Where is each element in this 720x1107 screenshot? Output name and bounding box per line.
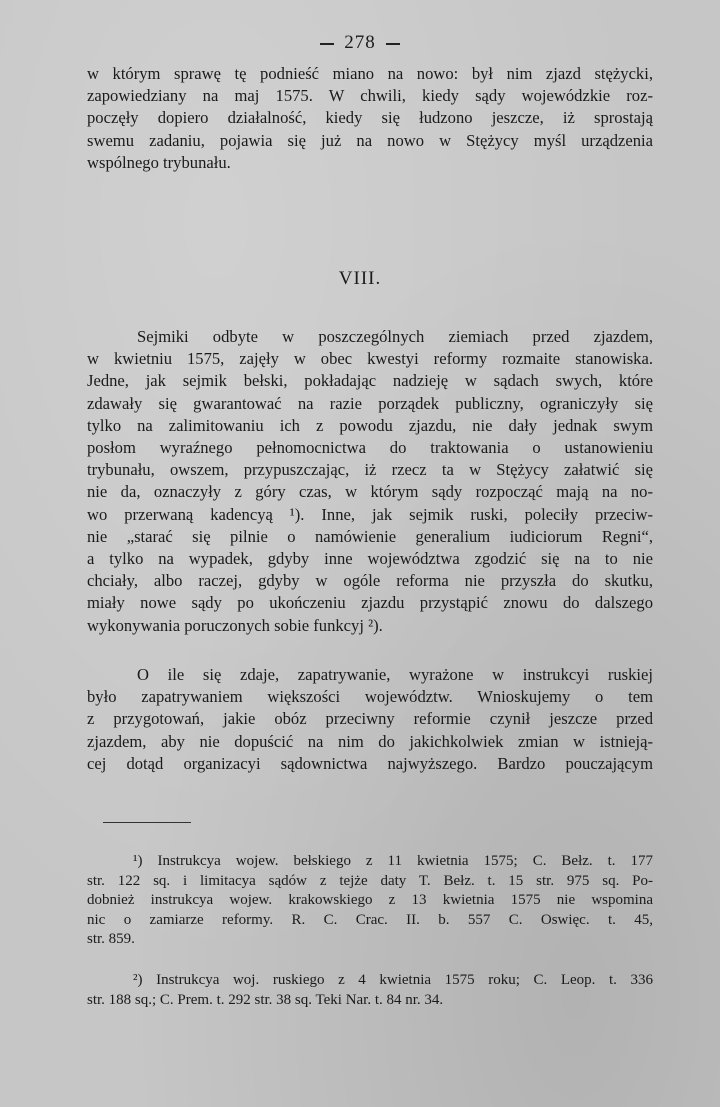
- text-line: tylko na zalimitowaniu ich z powodu zjazdu, nie dały jednak swym: [87, 415, 653, 435]
- text-line: nie da, oznaczyły z góry czas, w którym sądy rozpocząć mają na no-: [87, 482, 653, 502]
- text-line: nie „starać się pilnie o namówienie generalium iudiciorum Regni“,: [87, 526, 653, 546]
- text-line: cej dotąd organizacyi sądownictwa najwyższego. Bardzo pouczającym: [87, 753, 653, 773]
- page-number: 278: [344, 32, 376, 53]
- footnote-line: ¹) Instrukcya wojew. bełskiego z 11 kwietnia 1575; C. Bełz. t. 177: [133, 853, 653, 869]
- paragraph-1: [87, 326, 653, 637]
- text-line: w którym sprawę tę podnieść miano na nowo: był nim zjazd stężycki,: [87, 64, 653, 83]
- text-line: O ile się zdaje, zapatrywanie, wyrażone w instrukcyi ruskiej: [137, 665, 653, 684]
- footnote-1: [87, 852, 653, 950]
- footnote-line: nic o zamiarze reformy. R. C. Crac. II. b. 557 C. Oswięc. t. 45,: [87, 911, 653, 928]
- text-line: Jedne, jak sejmik bełski, pokładając nadzieję w sądach swych, które: [87, 371, 653, 391]
- text-line: wo przerwaną kadencyą ¹). Inne, jak sejmik ruski, poleciły przeciw-: [87, 504, 653, 524]
- text-line: Sejmiki odbyte w poszczególnych ziemiach przed zjazdem,: [137, 327, 653, 346]
- text-line: posłom wyraźnego pełnomocnictwa do traktowania o ustanowieniu: [87, 438, 653, 458]
- footnote-line: str. 122 sq. i limitacya sądów z tejże daty T. Bełz. t. 15 str. 975 sq. Po-: [87, 872, 653, 889]
- dash-left: [320, 43, 334, 45]
- text-line: chciały, albo raczej, gdyby w ogóle reforma nie przyszła do skutku,: [87, 571, 653, 591]
- top-paragraph: [87, 63, 653, 174]
- text-line: miały nowe sądy po ukończeniu zjazdu przystąpić znowu do dalszego: [87, 593, 653, 613]
- footnote-2: [87, 971, 653, 1010]
- footnote-divider: [103, 822, 191, 823]
- text-line: zapowiedziany na maj 1575. W chwili, kiedy sądy wojewódzkie roz-: [87, 86, 653, 106]
- page-number-header: [0, 32, 720, 54]
- text-line: wspólnego trybunału.: [87, 152, 231, 172]
- text-line: w kwietniu 1575, zajęły w obec kwestyi reformy rozmaite stanowiska.: [87, 349, 653, 369]
- text-line: poczęły dopiero działalność, kiedy się łudzono jeszcze, iż sprostają: [87, 108, 653, 128]
- text-line: a tylko na wypadek, gdyby inne województwa zgodzić się na to nie: [87, 549, 653, 569]
- dash-right: [386, 43, 400, 45]
- text-line: wykonywania poruczonych sobie funkcyj ²).: [87, 615, 383, 635]
- text-line: z przygotowań, jakie obóz przeciwny reformie czynił jeszcze przed: [87, 709, 653, 729]
- section-heading: VIII.: [338, 268, 382, 289]
- text-line: zjazdem, aby nie dopuścić na nim do jakichkolwiek zmian w istnieją-: [87, 731, 653, 751]
- footnote-line: ²) Instrukcya woj. ruskiego z 4 kwietnia 1575 roku; C. Leop. t. 336: [133, 972, 653, 988]
- footnote-line: str. 188 sq.; C. Prem. t. 292 str. 38 sq. Teki Nar. t. 84 nr. 34.: [87, 991, 444, 1008]
- text-line: swemu zadaniu, pojawia się już na nowo w Stężycy myśl urządzenia: [87, 130, 653, 150]
- text-line: było zapatrywaniem większości województw. Wnioskujemy o tem: [87, 687, 653, 707]
- footnote-line: dobnież instrukcya wojew. krakowskiego z 13 kwietnia 1575 nie wspomina: [87, 892, 653, 909]
- text-line: trybunału, owszem, przypuszczając, iż rzecz ta w Stężycy załatwić się: [87, 460, 653, 480]
- footnote-line: str. 859.: [87, 931, 135, 948]
- paragraph-2: [87, 664, 653, 775]
- text-line: zdawały się gwarantować na razie porządek publiczny, ograniczyły się: [87, 393, 653, 413]
